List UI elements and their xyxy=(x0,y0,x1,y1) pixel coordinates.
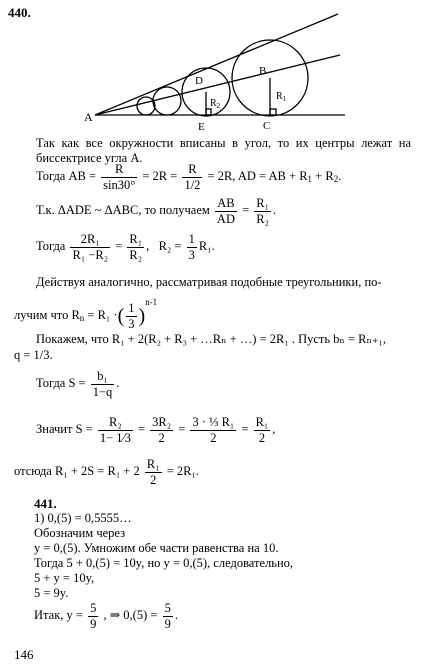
eq-ab-rest: = 2R, AD = AB + R xyxy=(207,168,308,183)
equation-s: Тогда S = $\frac{\text{b₁}}{1-q}$ . xyxy=(36,369,120,399)
label-r2: $R_2$ xyxy=(210,98,221,110)
frac-num: R xyxy=(182,163,202,178)
circle-small-1 xyxy=(137,97,155,115)
frac-num: R xyxy=(101,163,137,178)
label-r1: $R_1$ xyxy=(276,91,287,103)
frac-den: sin30° xyxy=(103,177,136,192)
label-d: D xyxy=(195,75,203,87)
p441-line-1: 1) 0,(5) = 0,5555… xyxy=(34,511,132,525)
text-show-sum: Покажем, что R₁ + 2(R₂ + R₃ + …Rₙ + …) = 2R₁ . Пусть bₙ = Rₙ₊₁, xyxy=(36,332,386,346)
paragraph-centers-on-bisector: Так как все окружности вписаны в угол, то их центры лежат на биссектрисе угла A. xyxy=(36,136,411,165)
label-b: B xyxy=(259,65,267,77)
similarity-text: Т.к. ΔADE ~ ΔABC, то получаем xyxy=(36,202,210,217)
eq-ab-mid: = 2R = xyxy=(142,168,178,183)
p441-line-3: y = 0,(5). Умножим обе части равенства на 10. xyxy=(34,541,279,555)
right-angle-mark-e xyxy=(206,109,211,115)
p441-final: Итак, y = $\frac{5}{9}$ , ⇒ 0,(5) = $\frac{5}{9}$ . xyxy=(34,601,178,631)
inscribed-circles-figure xyxy=(0,0,423,135)
eq-ab-prefix: Тогда AB = xyxy=(36,168,97,183)
frac-den: 1/2 xyxy=(184,177,201,192)
p441-line-4: Тогда 5 + 0,(5) = 10y, но y = 0,(5), следовательно, xyxy=(34,556,294,570)
label-a: A xyxy=(84,110,93,124)
equation-conclusion: отсюда R₁ + 2S = R₁ + 2 $\frac{\text{R₁}}{2}$ = 2R₁. xyxy=(14,457,199,487)
problem-440-number: 440. xyxy=(8,5,31,20)
problem-441-number: 441. xyxy=(34,496,57,511)
right-angle-mark-c xyxy=(270,109,276,115)
equation-s-value: Значит S = $\frac{\text{R₂}}{1- 1⁄3}$ = $\frac{\text{3R₂}}{2}$ = $\frac{\text{3 · ⅓ R₁}}{2}$ = $\frac{\text{R₁}}{2}$ , xyxy=(36,415,276,445)
label-c: C xyxy=(263,120,271,132)
p441-line-5: 5 + y = 10y, xyxy=(34,571,95,585)
text-acting-similarly: Действуя аналогично, рассматривая подобные треугольники, по- xyxy=(36,275,382,289)
circle-small-2 xyxy=(153,87,181,115)
equation-ab: Тогда AB = $\frac{R}{\sin 30^\circ}$ = 2R = $\frac{R}{1/2}$ = 2R, AD = AB + $R_1 + R_2$. xyxy=(36,162,342,192)
p441-line-2: Обозначим через xyxy=(34,526,126,540)
label-e: E xyxy=(198,121,205,133)
page-number: 146 xyxy=(14,647,34,662)
equation-rn: лучим что $R_n = R_1$ ·( $\frac{1}{3}$ )$^{n-1}$ xyxy=(14,297,158,331)
equation-similarity: Т.к. ΔADE ~ ΔABC, то получаем $\frac{AB}{AD}$ = $\frac{\text{R₁}}{\text{R₂}}$ . xyxy=(36,196,277,226)
p441-line-6: 5 = 9y. xyxy=(34,586,69,600)
text-ratio-q: q = 1/3. xyxy=(14,348,53,362)
equation-r2: Тогда $\frac{\text{2R₁}}{\text{R₁ −R₂}}$ = $\frac{\text{R₁}}{\text{R₂}}$ , R₂ = $\frac{1}{3}$ R₁. xyxy=(36,232,215,262)
